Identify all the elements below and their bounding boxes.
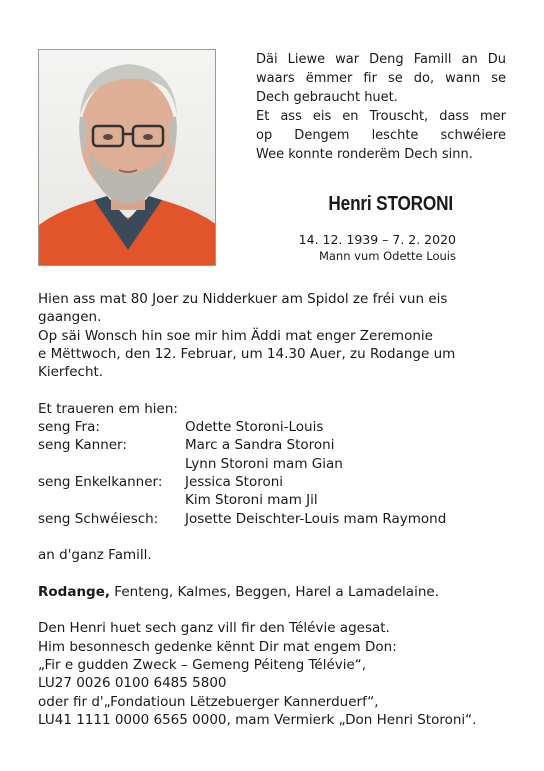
mourner-label: seng Schwéiesch:	[38, 510, 159, 527]
mourner-label: seng Fra:	[38, 419, 100, 436]
relation-text: Mann vum Odette Louis	[318, 249, 456, 263]
deceased-name: Henri STORONI	[328, 193, 453, 215]
poem-line: op Dengem leschte schwéiere	[256, 128, 506, 143]
poem-line: Däi Liewe war Deng Famill an Du	[256, 52, 506, 67]
mourner-name: Lynn Storoni mam Gian	[185, 455, 343, 472]
announcement-body	[38, 290, 518, 729]
poem	[256, 50, 506, 164]
mourner-row	[38, 455, 518, 473]
mourners-section	[38, 400, 518, 528]
mourner-row	[38, 510, 518, 528]
mourner-row	[38, 491, 518, 509]
announcement-line: gaangen.	[38, 309, 102, 326]
mourner-name: Marc a Sandra Storoni	[185, 437, 335, 454]
mourner-label	[38, 491, 185, 509]
donation-line: oder fir d'„Fondatioun Lëtzebuerger Kannerduerf“,	[38, 693, 379, 710]
family-line: an d'ganz Famill.	[38, 547, 152, 564]
poem-line: Et ass eis en Trouscht, dass mer	[256, 109, 506, 124]
mourner-row	[38, 436, 518, 454]
poem-line: Dech gebraucht huet.	[256, 90, 398, 105]
donation-line: „Fir e gudden Zweck – Gemeng Péiteng Télévie“,	[38, 656, 367, 673]
announcement-line: Hien ass mat 80 Joer zu Nidderkuer am Spidol ze fréi vun eis	[38, 291, 448, 307]
announcement-paragraph	[38, 290, 518, 381]
mourner-label: seng Enkelkanner:	[38, 473, 163, 490]
life-dates: 14. 12. 1939 – 7. 2. 2020	[298, 232, 456, 247]
announcement-line: Kierfecht.	[38, 364, 104, 381]
mourner-name: Odette Storoni-Louis	[185, 419, 324, 436]
places-rest: Fenteng, Kalmes, Beggen, Harel a Lamadelaine.	[110, 583, 439, 600]
poem-line: waars ëmmer fir se do, wann se	[256, 71, 506, 86]
deceased-dates-block	[256, 232, 456, 264]
donation-line: Him besonnesch gedenke kënnt Dir mat engem Don:	[38, 638, 397, 655]
mourner-name: Kim Storoni mam Jil	[185, 492, 318, 509]
donation-section	[38, 619, 518, 729]
mourner-label: seng Kanner:	[38, 437, 127, 454]
places-lead: Rodange,	[38, 583, 111, 600]
donation-line: LU41 1111 0000 6565 0000, mam Vermierk „Don Henri Storoni“.	[38, 711, 477, 728]
mourner-name: Josette Deischter-Louis mam Raymond	[185, 510, 447, 527]
announcement-line: Op säi Wonsch hin soe mir him Äddi mat enger Zeremonie	[38, 327, 433, 344]
mourners-intro: Et traueren em hien:	[38, 400, 178, 417]
portrait-illustration	[39, 50, 216, 266]
donation-line: Den Henri huet sech ganz vill fir den Télévie agesat.	[38, 620, 390, 637]
portrait-photo	[38, 49, 216, 266]
places-line	[38, 583, 518, 601]
mourner-label	[38, 455, 185, 473]
donation-line: LU27 0026 0100 6485 5800	[38, 675, 227, 692]
announcement-line: e Mëttwoch, den 12. Februar, um 14.30 Auer, zu Rodange um	[38, 345, 456, 362]
mourner-name: Jessica Storoni	[185, 473, 284, 490]
mourner-row	[38, 418, 518, 436]
mourner-row	[38, 473, 518, 491]
poem-line: Wee konnte ronderëm Dech sinn.	[256, 147, 473, 162]
